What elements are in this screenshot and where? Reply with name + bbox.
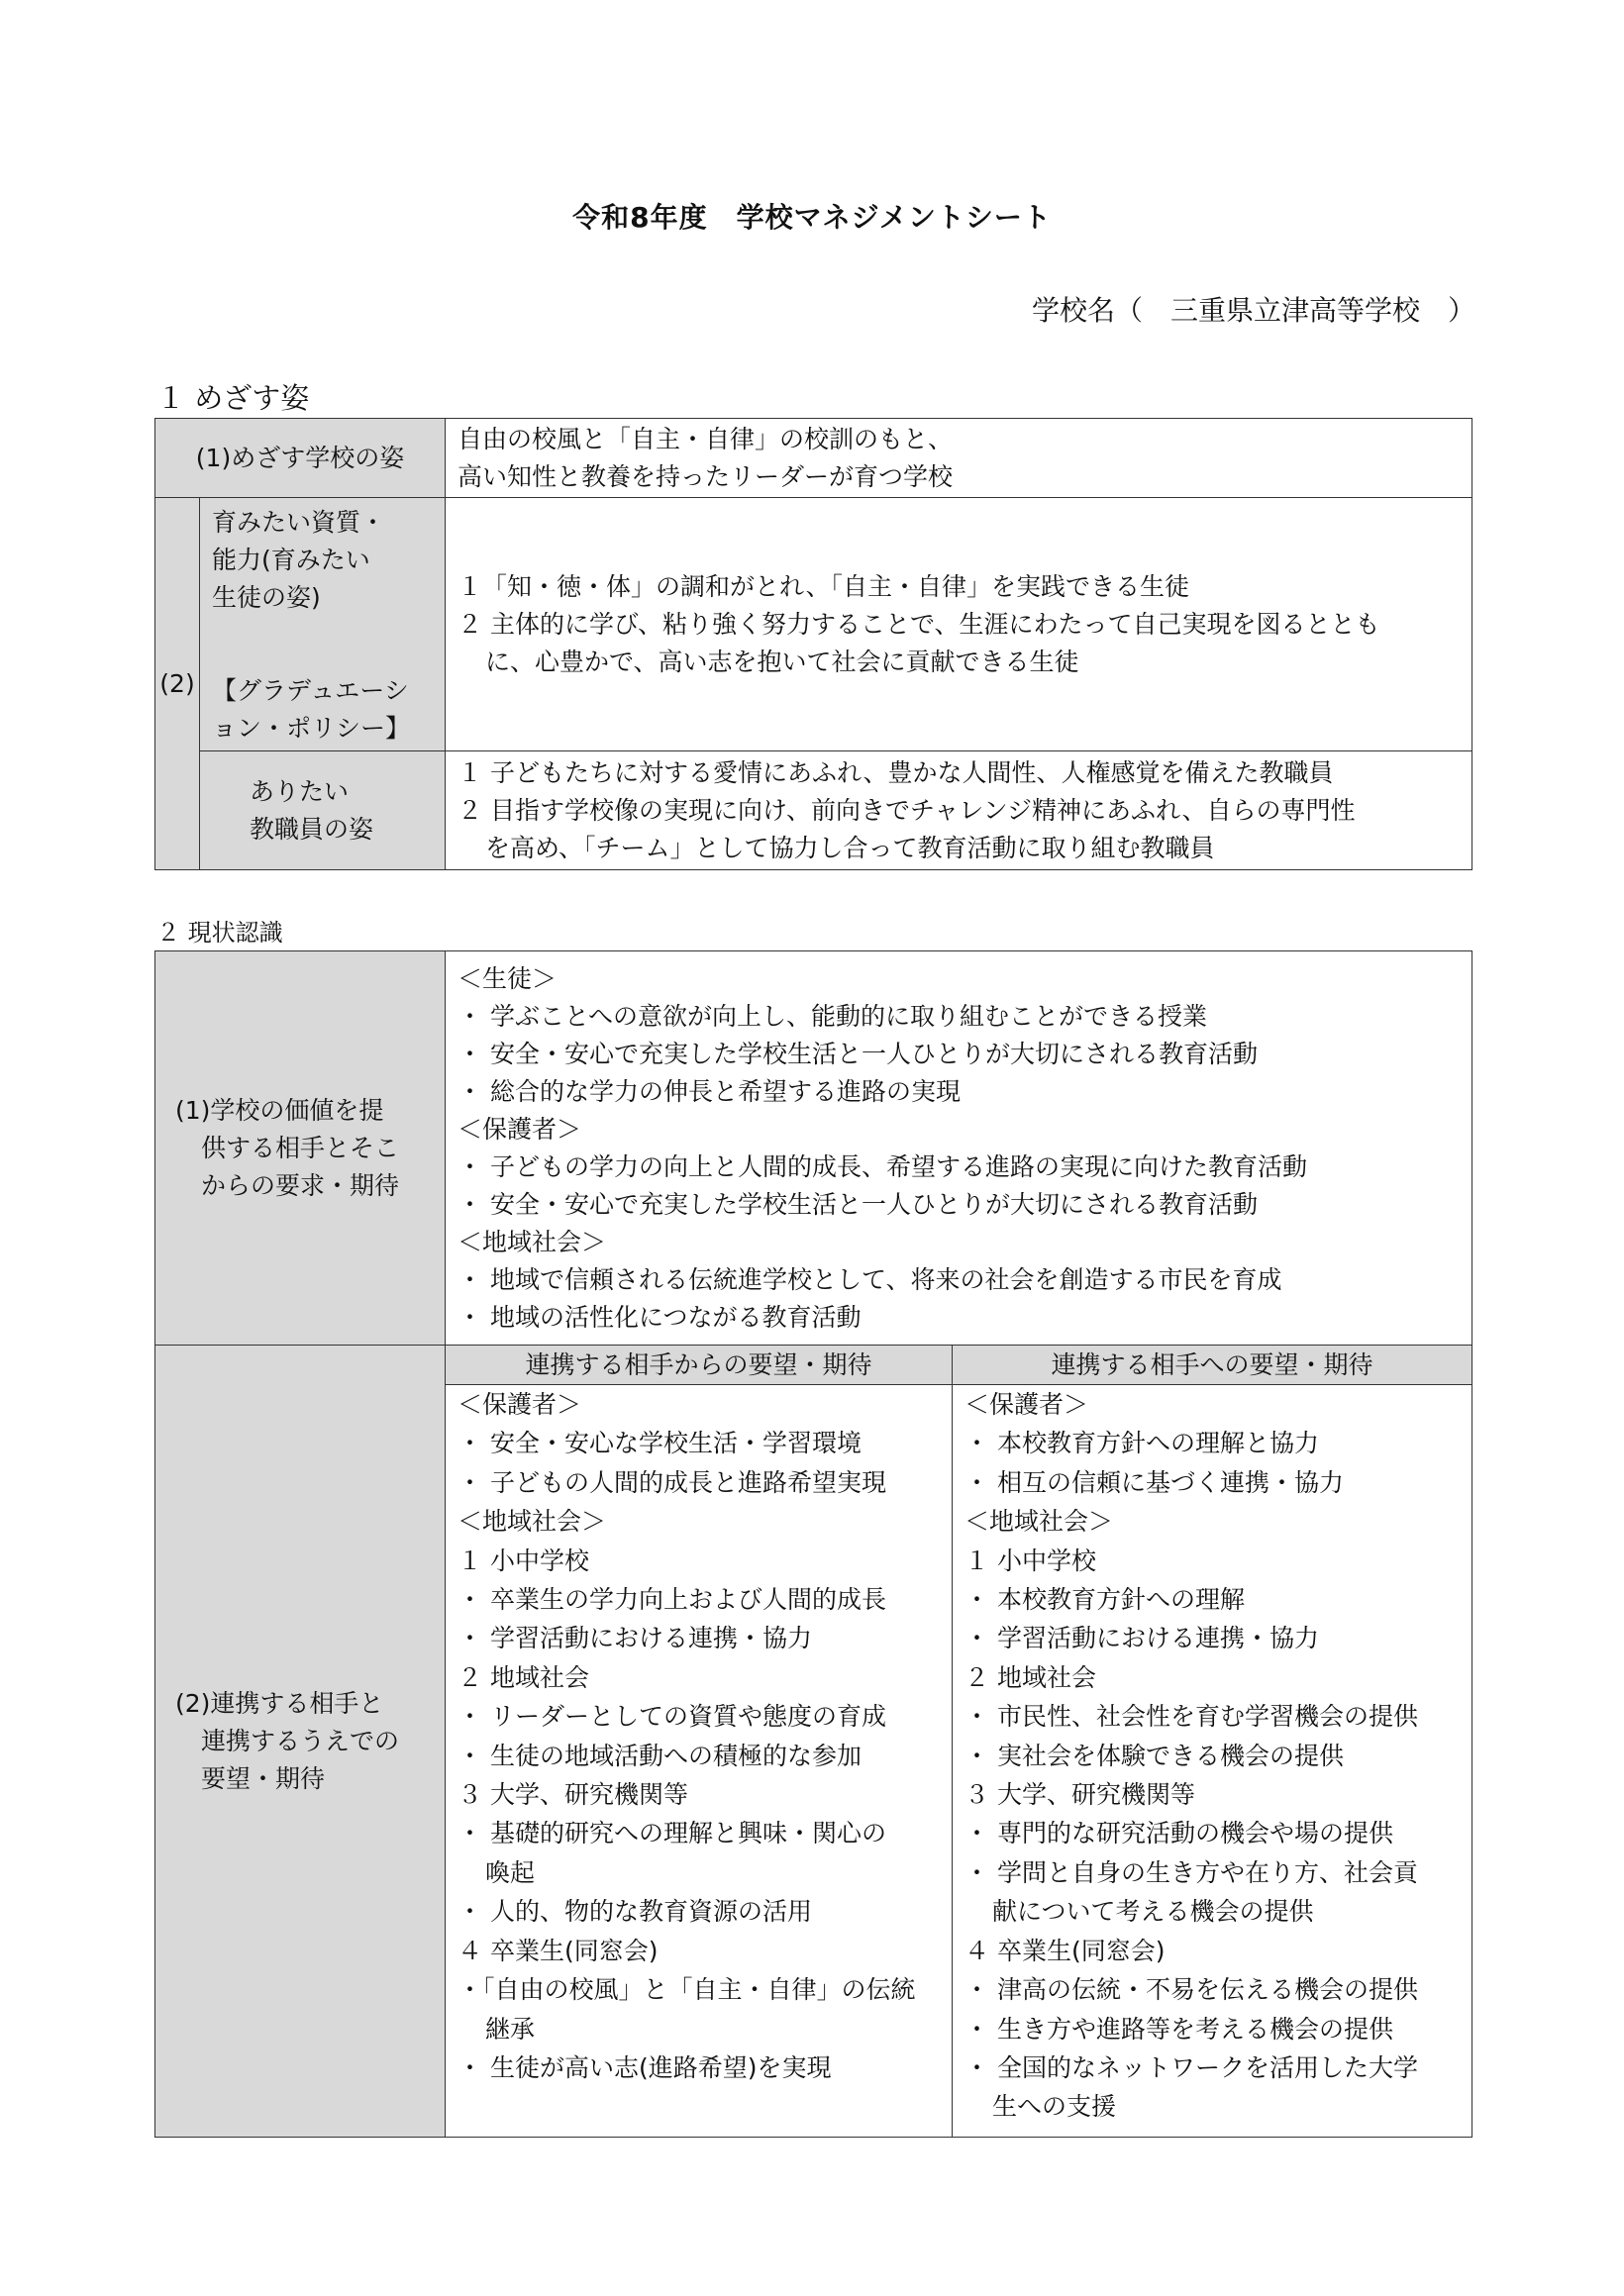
page-title: 令和8年度 学校マネジメントシート [572, 201, 1052, 234]
s1-row2-label: (2) [155, 498, 200, 870]
list-item: に、心豊かで、高い志を抱いて社会に貢献できる生徒 [485, 647, 1079, 676]
s1-row2b-content [446, 751, 1472, 870]
s1-row2b-label: ありたい 教職員の姿 [200, 751, 446, 870]
s1-row2a-label: 育みたい資質・ 能力(育みたい 生徒の姿) 【グラデュエーシ ョン・ポリシー】 [200, 498, 446, 751]
s1-row2a-content [446, 498, 1472, 751]
s2-col-right-header: 連携する相手への要望・期待 [953, 1346, 1472, 1385]
s2-row1-label: (1)学校の価値を提 供する相手とそこ からの要求・期待 [155, 951, 446, 1346]
s2-row2-label: (2)連携する相手と 連携するうえでの 要望・期待 [155, 1346, 446, 2138]
s2-col-left-header: 連携する相手からの要望・期待 [446, 1346, 953, 1385]
school-name-line: 学校名（ 三重県立津高等学校 ） [1031, 294, 1475, 327]
s2-col-left-content: ＜保護者＞ ・ 安全・安心な学校生活・学習環境 ・ 子どもの人間的成長と進路希望実現 ＜地域社会＞ １ 小中学校 ・ 卒業生の学力向上および人間的成長 ・ 学習活動における連携・協力 ２ 地域社会 ・ リーダーとしての資質や態度の育成 ・ 生徒の地域活動への積極的な参加 ３ 大学、研究機関等 ・ 基礎的研究への理解と興味・関心の 喚起 ・ 人的、物的な教育資源の活用 ４ 卒業生(同窓会) ・「自由の校風」と「自主・自律」の伝統 継承 ・ 生徒が高い志(進路希望)を実現 [446, 1385, 953, 2138]
list-item: を高め、「チーム」として協力し合って教育活動に取り組む教職員 [485, 833, 1215, 862]
list-item: １「知・徳・体」の調和がとれ、「自主・自律」を実践できる生徒 [457, 571, 1190, 601]
s1-row1-label: (1)めざす学校の姿 [155, 419, 446, 498]
list-item: １ 子どもたちに対する愛情にあふれ、豊かな人間性、人権感覚を備えた教職員 [457, 757, 1334, 787]
section1-heading: １ めざす姿 [156, 381, 310, 415]
section2-heading: ２ 現状認識 [156, 919, 283, 947]
s2-row1-content: ＜生徒＞ ・ 学ぶことへの意欲が向上し、能動的に取り組むことができる授業 ・ 安全・安心で充実した学校生活と一人ひとりが大切にされる教育活動 ・ 総合的な学力の伸長と希望する進路の実現 ＜保護者＞ ・ 子どもの学力の向上と人間的成長、希望する進路の実現に向けた教育活動 ・ 安全・安心で充実した学校生活と一人ひとりが大切にされる教育活動 ＜地域社会＞ ・ 地域で信頼される伝統進学校として、将来の社会を創造する市民を育成 ・ 地域の活性化につながる教育活動 [446, 951, 1472, 1346]
s1-row1-content: 自由の校風と「自主・自律」の校訓のもと、 高い知性と教養を持ったリーダーが育つ学校 [446, 419, 1472, 498]
s2-col-right-content: ＜保護者＞ ・ 本校教育方針への理解と協力 ・ 相互の信頼に基づく連携・協力 ＜地域社会＞ １ 小中学校 ・ 本校教育方針への理解 ・ 学習活動における連携・協力 ２ 地域社会 ・ 市民性、社会性を育む学習機会の提供 ・ 実社会を体験できる機会の提供 ３ 大学、研究機関等 ・ 専門的な研究活動の機会や場の提供 ・ 学問と自身の生き方や在り方、社会貢 献について考える機会の提供 ４ 卒業生(同窓会) ・ 津高の伝統・不易を伝える機会の提供 ・ 生き方や進路等を考える機会の提供 ・ 全国的なネットワークを活用した大学 生への支援 [953, 1385, 1472, 2138]
list-item: ２ 目指す学校像の実現に向け、前向きでチャレンジ精神にあふれ、自らの専門性 [457, 795, 1356, 825]
section1-table [154, 418, 1472, 870]
list-item: ２ 主体的に学び、粘り強く努力することで、生涯にわたって自己実現を図るととも [457, 609, 1380, 639]
section2-table [154, 950, 1472, 2138]
